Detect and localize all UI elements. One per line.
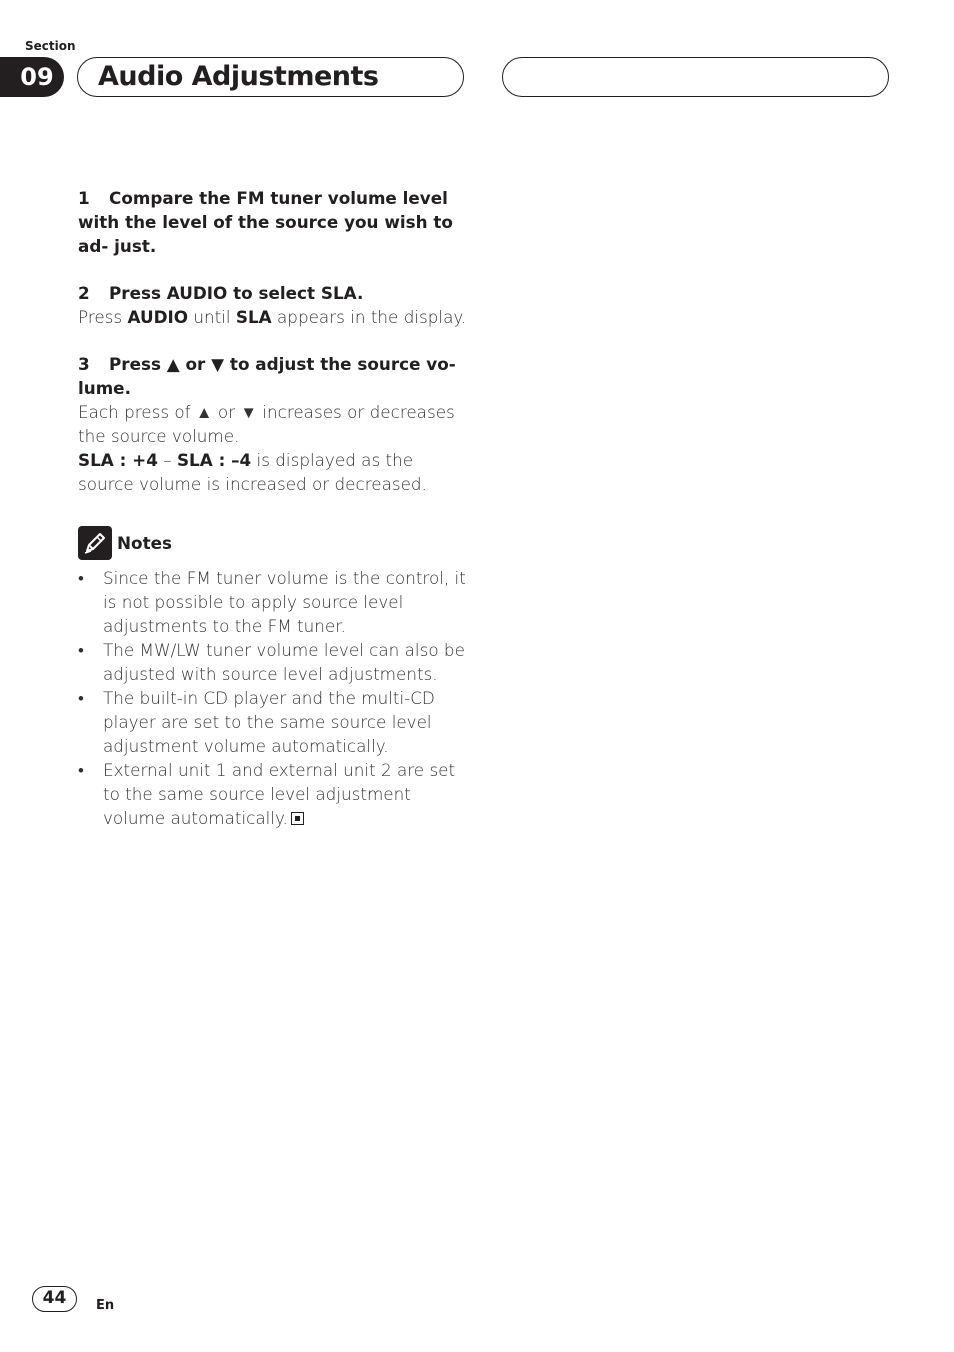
step-number: 1	[78, 188, 90, 208]
step-heading-text: Compare the FM tuner volume level with the level of the source you wish to ad- just.	[78, 188, 453, 256]
body-text-part: is displayed as the source volume is increased or decreased.	[78, 450, 427, 494]
body-bold-part: SLA : +4	[78, 450, 158, 470]
language-label: En	[96, 1298, 115, 1313]
step-number: 3	[78, 354, 90, 374]
page-number: 44	[32, 1286, 77, 1312]
notes-label: Notes	[117, 533, 172, 553]
list-item	[78, 638, 470, 686]
step-3-body-values	[78, 448, 470, 496]
step-2-body	[78, 305, 470, 329]
pencil-icon	[78, 526, 112, 560]
bullet: •	[78, 568, 84, 588]
notes-list	[78, 566, 470, 830]
title-box	[77, 57, 464, 97]
step-1-heading	[78, 186, 470, 258]
body-text-part: –	[157, 450, 177, 470]
body-text-part: appears in the display.	[271, 307, 467, 327]
page-title: Audio Adjustments	[98, 61, 379, 92]
step-heading-text: Press AUDIO to select SLA.	[109, 283, 364, 303]
body-bold-part: SLA	[235, 307, 272, 327]
body-bold-part: SLA : –4	[176, 450, 252, 470]
bullet: •	[78, 688, 84, 708]
note-text: External unit 1 and external unit 2 are set to the same source level adjustment volume automatically.	[103, 760, 456, 828]
step-2-heading	[78, 281, 470, 305]
main-content	[78, 186, 470, 830]
section-number-badge: 09	[0, 57, 64, 97]
section-label: Section	[25, 39, 76, 53]
step-3-heading	[78, 352, 470, 400]
list-item	[78, 566, 470, 638]
body-text-part: until	[188, 307, 236, 327]
step-heading-text: Press ▲ or ▼ to adjust the source vo- lume.	[78, 354, 456, 398]
step-number: 2	[78, 283, 90, 303]
end-of-section-icon	[291, 812, 304, 825]
list-item	[78, 686, 470, 758]
note-text: Since the FM tuner volume is the control, it is not possible to apply source level adjustments to the FM tuner.	[103, 568, 466, 636]
body-bold-part: AUDIO	[127, 307, 189, 327]
notes-header	[78, 526, 470, 560]
note-text: The built-in CD player and the multi-CD player are set to the same source level adjustment volume automatically.	[103, 688, 435, 756]
note-text: The MW/LW tuner volume level can also be adjusted with source level adjustments.	[103, 640, 465, 684]
list-item	[78, 758, 470, 830]
step-3-body: Each press of ▲ or ▼ increases or decreases the source volume.	[78, 402, 455, 446]
bullet: •	[78, 760, 84, 780]
secondary-title-box	[502, 57, 889, 97]
body-text-part: Press	[78, 307, 128, 327]
bullet: •	[78, 640, 84, 660]
